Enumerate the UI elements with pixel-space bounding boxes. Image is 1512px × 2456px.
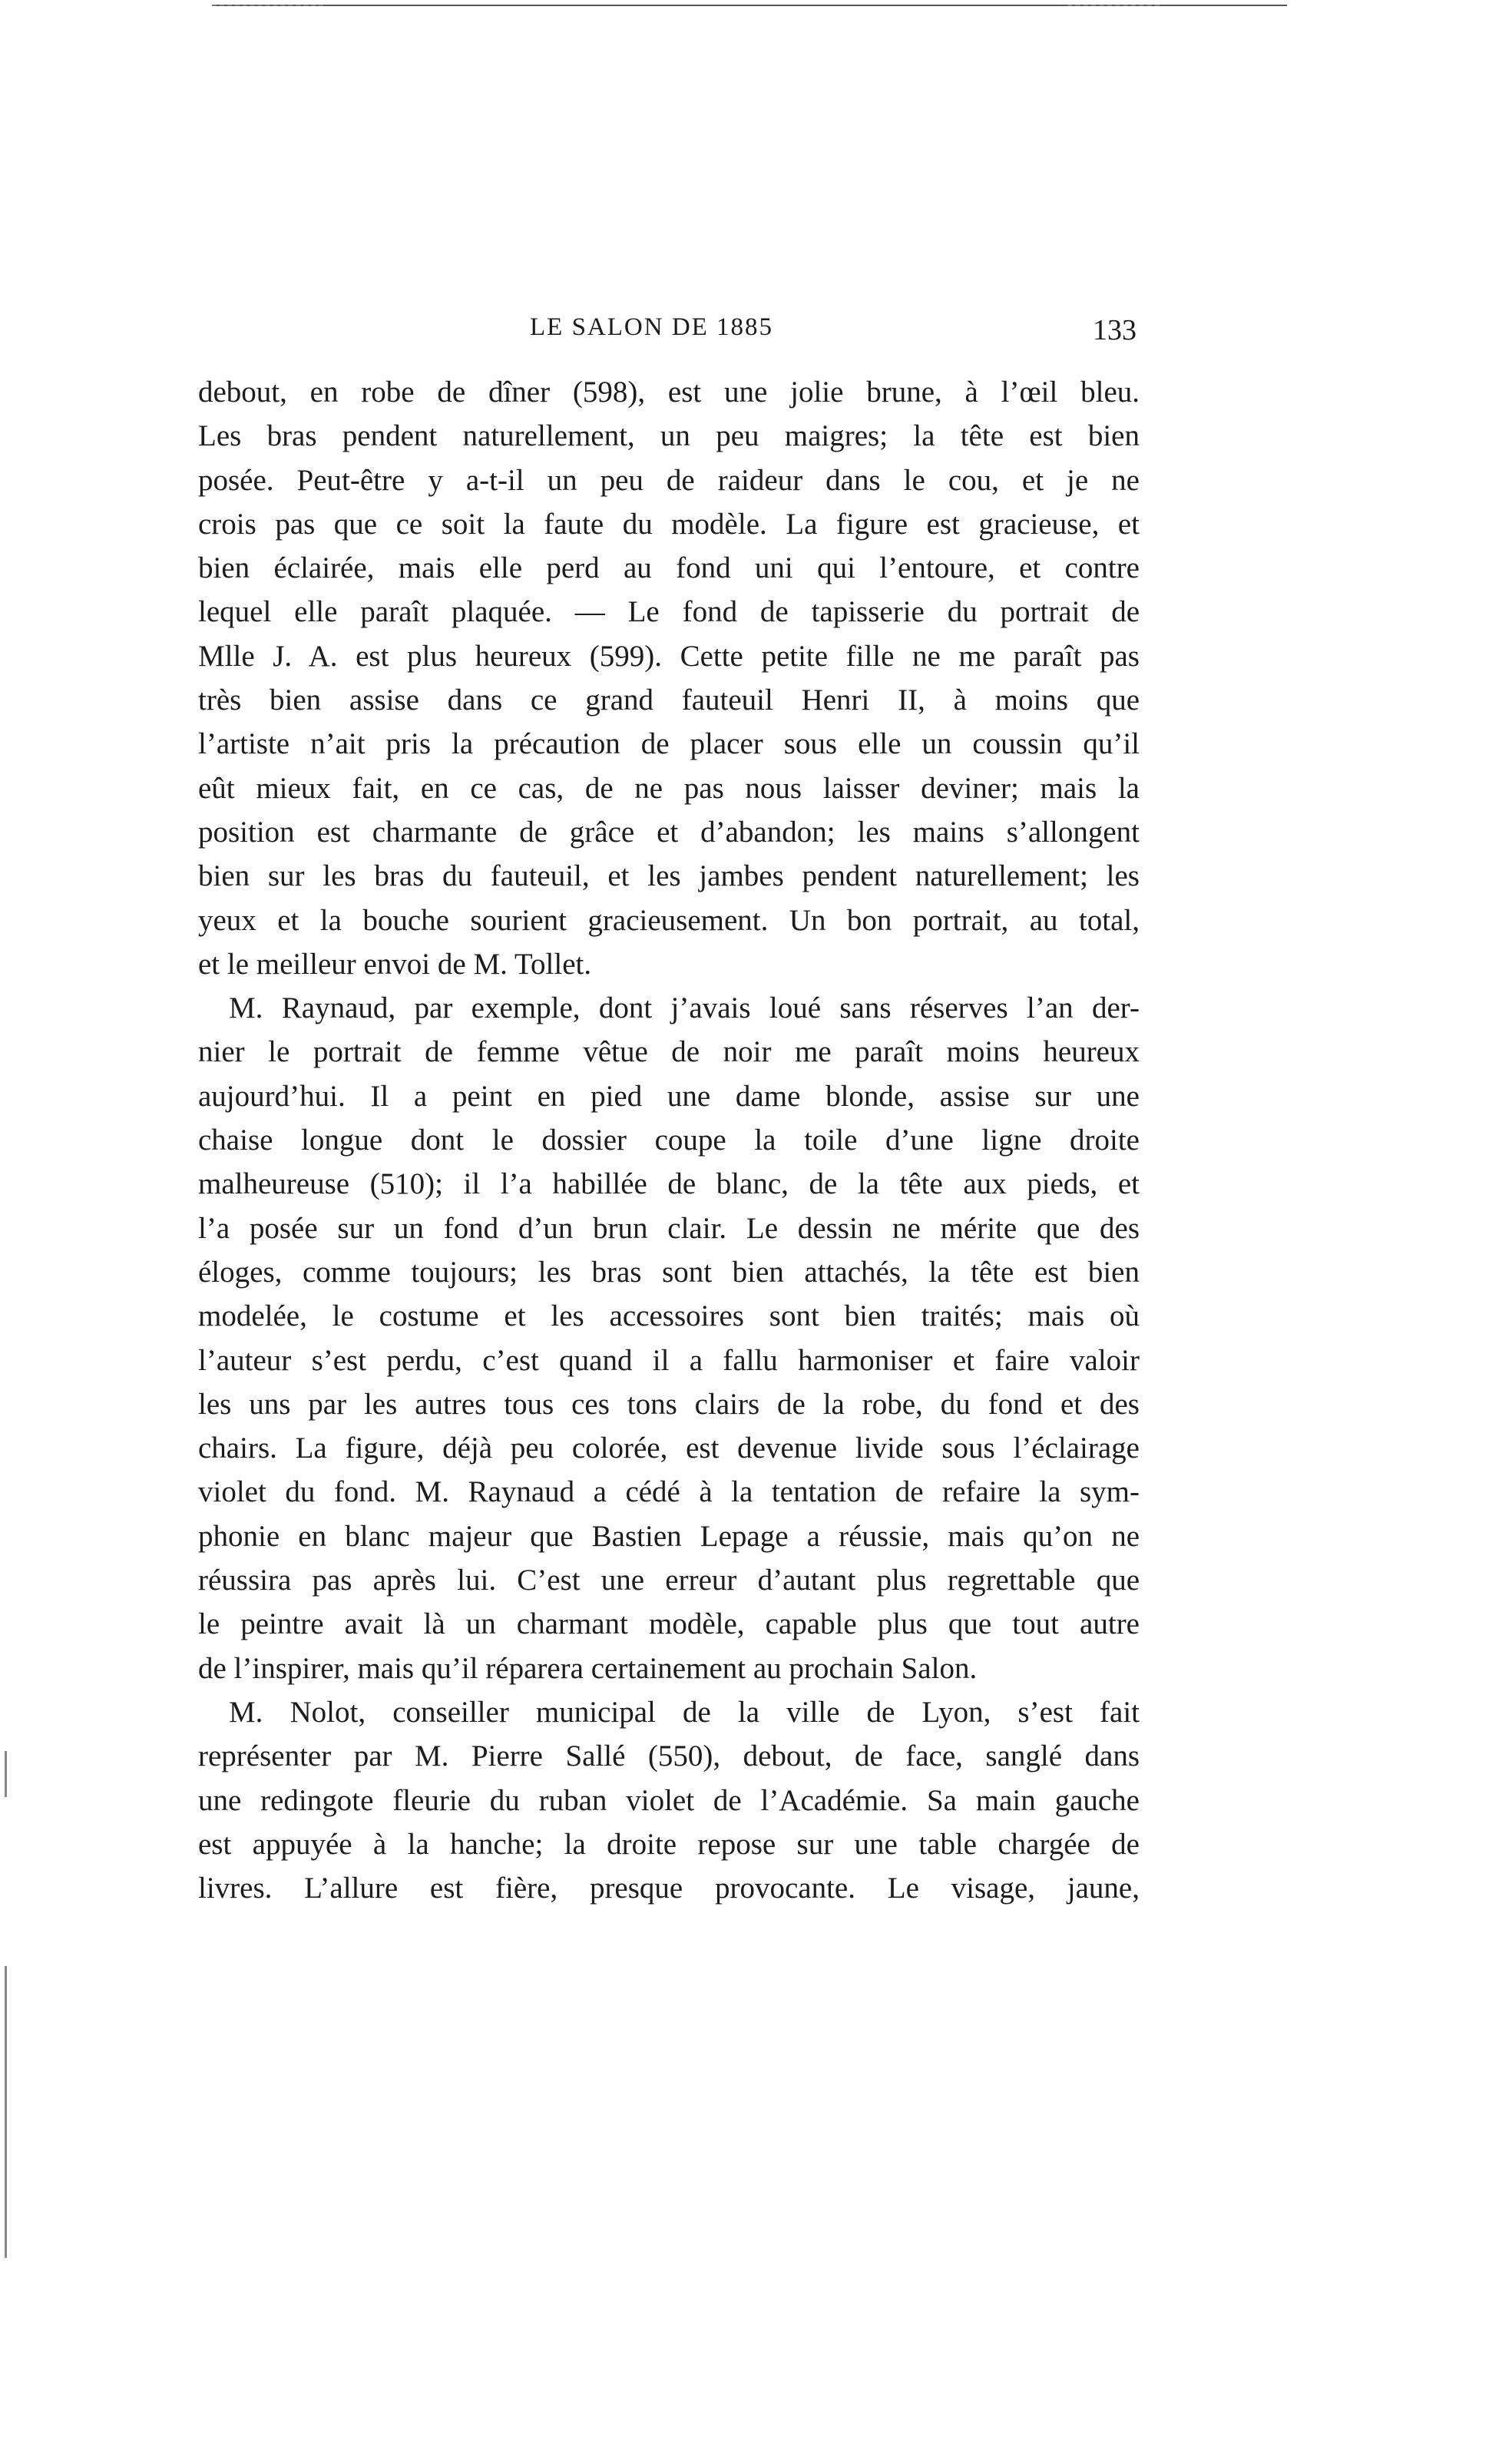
text-line: le peintre avait là un charmant modèle, capable plus que tout autre: [198, 1607, 1140, 1641]
text-line: Mlle J. A. est plus heureux (599). Cette petite fille ne me paraît pas: [198, 639, 1140, 673]
scan-edge-rule-right: [1067, 5, 1160, 6]
text-line: malheureuse (510); il l’a habillée de blanc, de la tête aux pieds, et: [198, 1167, 1140, 1201]
scan-edge-mark: [5, 1966, 7, 1997]
page-header: [200, 313, 1136, 359]
text-line: crois pas que ce soit la faute du modèle. La figure est gracieuse, et: [198, 507, 1140, 541]
text-line: violet du fond. M. Raynaud a cédé à la tentation de refaire la sym-: [198, 1475, 1140, 1509]
text-line: nier le portrait de femme vêtue de noir me paraît moins heureux: [198, 1035, 1140, 1069]
text-line: réussira pas après lui. C’est une erreur d’autant plus regrettable que: [198, 1564, 1140, 1597]
text-line: livres. L’allure est fière, presque provocante. Le visage, jaune,: [198, 1872, 1140, 1905]
text-line: et le meilleur envoi de M. Tollet.: [198, 947, 592, 981]
text-line: debout, en robe de dîner (598), est une jolie brune, à l’œil bleu.: [198, 376, 1140, 409]
body-text: [198, 370, 1140, 1910]
text-line: bien sur les bras du fauteuil, et les jambes pendent naturellement; les: [198, 859, 1140, 893]
text-line: bien éclairée, mais elle perd au fond uni qui l’entoure, et contre: [198, 551, 1140, 585]
text-line: modelée, le costume et les accessoires sont bien traités; mais où: [198, 1299, 1140, 1333]
text-line: aujourd’hui. Il a peint en pied une dame blonde, assise sur une: [198, 1079, 1140, 1113]
text-line: lequel elle paraît plaquée. — Le fond de tapisserie du portrait de: [198, 595, 1140, 629]
text-line: très bien assise dans ce grand fauteuil Henri II, à moins que: [198, 684, 1140, 717]
scan-edge-mark: [5, 1997, 7, 2258]
text-line: eût mieux fait, en ce cas, de ne pas nous laisser deviner; mais la: [198, 771, 1140, 805]
text-line: chairs. La figure, déjà peu colorée, est devenue livide sous l’éclairage: [198, 1432, 1140, 1465]
text-line: M. Raynaud, par exemple, dont j’avais loué sans réserves l’an der-: [229, 991, 1140, 1025]
text-line: position est charmante de grâce et d’abandon; les mains s’allongent: [198, 815, 1140, 849]
text-line: l’artiste n’ait pris la précaution de placer sous elle un coussin qu’il: [198, 727, 1140, 761]
text-line: l’auteur s’est perdu, c’est quand il a fallu harmoniser et faire valoir: [198, 1343, 1140, 1377]
scan-edge-mark: [5, 1751, 7, 1797]
text-line: chaise longue dont le dossier coupe la toile d’une ligne droite: [198, 1124, 1140, 1157]
text-line: posée. Peut-être y a-t-il un peu de raideur dans le cou, et je ne: [198, 463, 1140, 497]
text-line: une redingote fleurie du ruban violet de l’Académie. Sa main gauche: [198, 1783, 1140, 1817]
page-number: 133: [1093, 314, 1136, 346]
text-line: M. Nolot, conseiller municipal de la ville de Lyon, s’est fait: [229, 1695, 1140, 1729]
scan-edge-rule-left: [212, 5, 323, 6]
text-line: l’a posée sur un fond d’un brun clair. Le dessin ne mérite que des: [198, 1211, 1140, 1245]
text-line: est appuyée à la hanche; la droite repose sur une table chargée de: [198, 1827, 1140, 1861]
text-line: yeux et la bouche sourient gracieusement. Un bon portrait, au total,: [198, 903, 1140, 937]
text-line: éloges, comme toujours; les bras sont bien attachés, la tête est bien: [198, 1255, 1140, 1289]
text-line: représenter par M. Pierre Sallé (550), debout, de face, sanglé dans: [198, 1739, 1140, 1773]
text-line: Les bras pendent naturellement, un peu maigres; la tête est bien: [198, 419, 1140, 453]
running-title: LE SALON DE 1885: [530, 313, 774, 341]
text-line: les uns par les autres tous ces tons clairs de la robe, du fond et des: [198, 1387, 1140, 1421]
text-line: phonie en blanc majeur que Bastien Lepage a réussie, mais qu’on ne: [198, 1519, 1140, 1553]
text-line: de l’inspirer, mais qu’il réparera certainement au prochain Salon.: [198, 1651, 978, 1685]
